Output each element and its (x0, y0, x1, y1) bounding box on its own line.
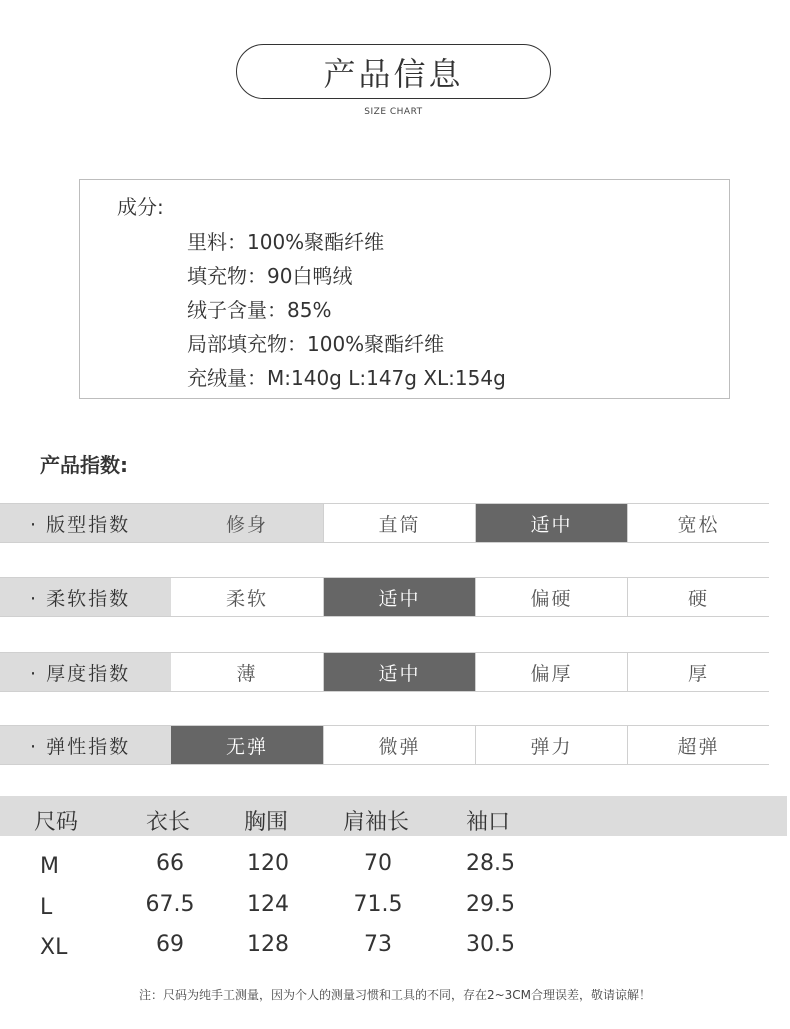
index-option-selected: 适中 (323, 578, 475, 616)
composition-line-filling: 填充物：90白鸭绒 (187, 264, 353, 288)
index-option: 偏厚 (475, 653, 627, 691)
size-cell: 120 (247, 851, 289, 876)
size-cell: 30.5 (466, 932, 515, 957)
size-cell: 67.5 (145, 892, 195, 917)
index-row-elasticity (0, 725, 769, 765)
index-option: 薄 (236, 662, 258, 685)
composition-heading: 成分: (117, 195, 164, 219)
size-cell: 128 (247, 932, 289, 957)
page-title: 产品信息 (236, 44, 551, 99)
index-row-thickness (0, 652, 769, 692)
size-col-header: 袖口 (466, 810, 511, 835)
index-option: 宽松 (627, 504, 769, 542)
index-option: 偏硬 (475, 578, 627, 616)
composition-line-fill-weight: 充绒量：M:140g L:147g XL:154g (187, 366, 506, 390)
measurement-note: 注：尺码为纯手工测量，因为个人的测量习惯和工具的不同，存在2~3CM合理误差，敬请谅解！ (138, 988, 652, 1002)
size-cell: 124 (247, 892, 289, 917)
index-option-selected: 适中 (323, 653, 475, 691)
size-cell: XL (40, 935, 68, 960)
size-cell: 71.5 (353, 892, 403, 917)
index-row-softness (0, 577, 769, 617)
index-option-selected: 无弹 (171, 726, 323, 764)
composition-line-down-content: 绒子含量：85% (187, 298, 332, 322)
index-option: 柔软 (225, 587, 268, 610)
size-cell: 28.5 (466, 851, 515, 876)
index-label: · 厚度指数 (0, 653, 171, 691)
index-option: 直筒 (323, 504, 475, 542)
index-option: 微弹 (323, 726, 475, 764)
indices-title: 产品指数: (40, 453, 128, 477)
size-col-header: 尺码 (34, 810, 79, 835)
size-cell: 69 (156, 932, 184, 957)
size-cell: L (40, 895, 53, 920)
size-col-header: 肩袖长 (343, 810, 410, 835)
size-cell: M (40, 854, 59, 879)
size-cell: 70 (364, 851, 392, 876)
size-cell: 29.5 (466, 892, 515, 917)
index-row-fit (0, 503, 769, 543)
size-cell: 73 (364, 932, 392, 957)
index-label: · 弹性指数 (0, 726, 171, 764)
index-option: 弹力 (475, 726, 627, 764)
index-option: 厚 (627, 653, 769, 691)
page-subtitle: SIZE CHART (364, 107, 423, 117)
index-label: · 版型指数 (0, 504, 171, 542)
size-col-header: 胸围 (244, 810, 289, 835)
index-option: 超弹 (627, 726, 769, 764)
index-option: 修身 (171, 504, 323, 542)
index-option: 硬 (627, 578, 769, 616)
size-cell: 66 (156, 851, 184, 876)
size-col-header: 衣长 (146, 810, 191, 835)
composition-line-lining: 里料：100%聚酯纤维 (187, 230, 385, 254)
index-label: · 柔软指数 (0, 578, 171, 616)
index-option-selected: 适中 (475, 504, 627, 542)
composition-line-partial-filling: 局部填充物：100%聚酯纤维 (187, 332, 445, 356)
